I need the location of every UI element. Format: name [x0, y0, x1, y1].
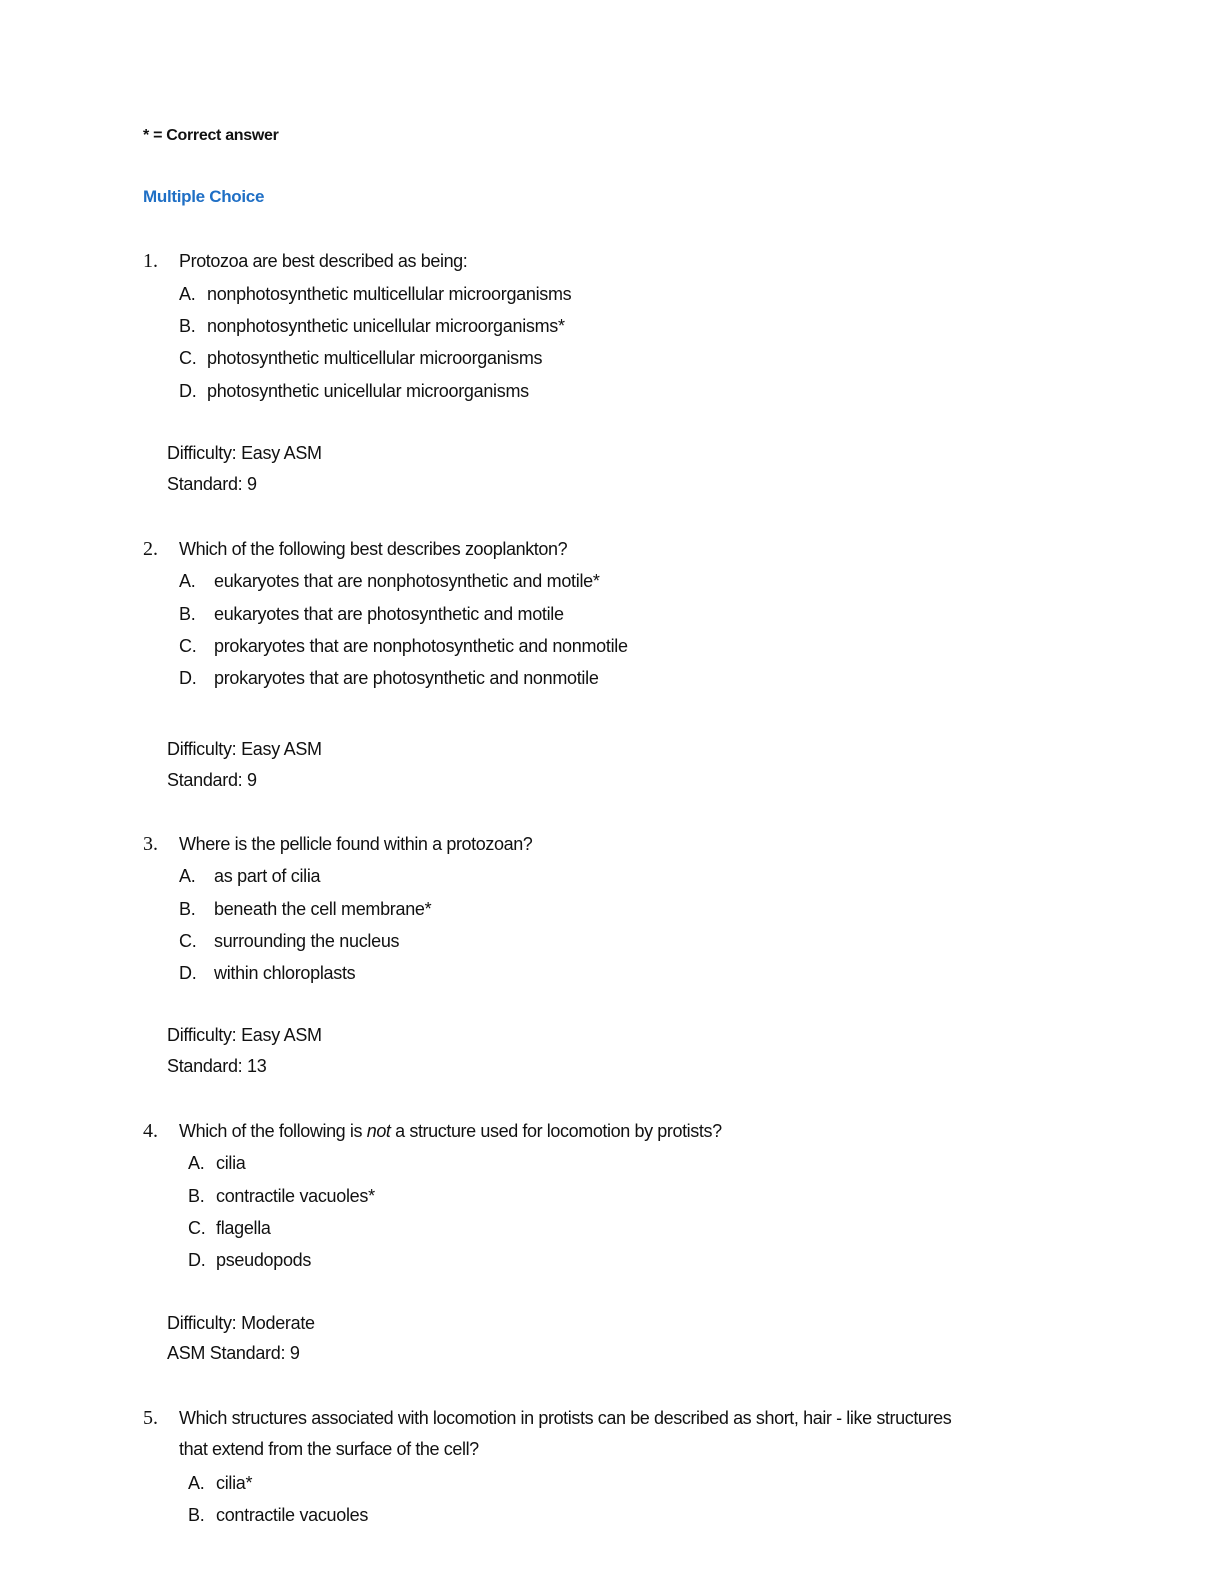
option-letter: C. — [179, 348, 197, 368]
answer-option — [188, 1218, 271, 1239]
question-number: 4. — [143, 1120, 158, 1142]
option-text: cilia — [216, 1153, 246, 1173]
correct-answer-legend: * = Correct answer — [143, 127, 279, 144]
option-text: beneath the cell membrane* — [214, 899, 432, 919]
answer-option — [188, 1153, 246, 1174]
answer-option — [179, 316, 565, 337]
option-text: as part of cilia — [214, 866, 321, 886]
answer-option — [179, 348, 542, 369]
option-text: eukaryotes that are nonphotosynthetic and motile* — [214, 571, 600, 591]
question-number: 3. — [143, 833, 158, 855]
answer-option — [188, 1250, 311, 1271]
difficulty-label: Difficulty: Easy ASM — [167, 739, 322, 759]
option-letter: D. — [179, 668, 197, 688]
answer-option — [179, 571, 600, 592]
option-letter: A. — [188, 1473, 205, 1493]
question-number: 5. — [143, 1407, 158, 1429]
option-text: nonphotosynthetic unicellular microorganisms* — [207, 316, 565, 336]
standard-label: Standard: 13 — [167, 1056, 267, 1076]
difficulty-label: Difficulty: Moderate — [167, 1313, 315, 1333]
option-letter: A. — [179, 284, 196, 304]
section-title: Multiple Choice — [143, 187, 265, 206]
question-text: Which structures associated with locomotion in protists can be described as short, hair - like structures — [179, 1408, 952, 1428]
option-text: contractile vacuoles — [216, 1505, 369, 1525]
question-text-continued: that extend from the surface of the cell? — [179, 1439, 479, 1459]
option-letter: C. — [179, 931, 197, 951]
option-text: prokaryotes that are nonphotosynthetic and nonmotile — [214, 636, 628, 656]
option-text: contractile vacuoles* — [216, 1186, 375, 1206]
option-letter: D. — [179, 381, 197, 401]
answer-option — [179, 284, 571, 305]
answer-option — [179, 668, 599, 689]
difficulty-label: Difficulty: Easy ASM — [167, 1025, 322, 1045]
option-letter: B. — [179, 604, 196, 624]
option-text: eukaryotes that are photosynthetic and motile — [214, 604, 564, 624]
option-letter: A. — [179, 866, 196, 886]
option-letter: D. — [179, 963, 197, 983]
option-letter: A. — [188, 1153, 205, 1173]
question-text — [179, 1121, 722, 1142]
question-text: Where is the pellicle found within a protozoan? — [179, 834, 533, 854]
standard-label: Standard: 9 — [167, 770, 257, 790]
answer-option — [179, 963, 355, 984]
option-letter: D. — [188, 1250, 206, 1270]
answer-option — [179, 381, 529, 402]
question-number: 1. — [143, 250, 158, 272]
option-letter: B. — [188, 1186, 205, 1206]
standard-label: ASM Standard: 9 — [167, 1343, 300, 1363]
option-letter: A. — [179, 571, 196, 591]
question-text-emphasis: not — [366, 1121, 391, 1141]
question-text-end: a structure used for locomotion by protists? — [390, 1121, 722, 1141]
answer-option — [179, 604, 564, 625]
option-text: photosynthetic unicellular microorganisms — [207, 381, 529, 401]
option-text: photosynthetic multicellular microorganisms — [207, 348, 543, 368]
standard-label: Standard: 9 — [167, 474, 257, 494]
answer-option — [188, 1505, 368, 1526]
option-letter: C. — [179, 636, 197, 656]
option-text: cilia* — [216, 1473, 253, 1493]
answer-option — [188, 1473, 252, 1494]
question-text: Protozoa are best described as being: — [179, 251, 468, 271]
answer-option — [179, 636, 628, 657]
option-letter: B. — [179, 316, 196, 336]
option-letter: B. — [179, 899, 196, 919]
option-text: within chloroplasts — [214, 963, 356, 983]
question-text: Which of the following best describes zooplankton? — [179, 539, 568, 559]
option-text: nonphotosynthetic multicellular microorganisms — [207, 284, 572, 304]
option-text: surrounding the nucleus — [214, 931, 400, 951]
answer-option — [179, 899, 431, 920]
difficulty-label: Difficulty: Easy ASM — [167, 443, 322, 463]
option-text: prokaryotes that are photosynthetic and nonmotile — [214, 668, 599, 688]
answer-option — [188, 1186, 375, 1207]
answer-option — [179, 866, 320, 887]
option-letter: C. — [188, 1218, 206, 1238]
option-letter: B. — [188, 1505, 205, 1525]
question-number: 2. — [143, 538, 158, 560]
option-text: pseudopods — [216, 1250, 312, 1270]
option-text: flagella — [216, 1218, 271, 1238]
answer-option — [179, 931, 399, 952]
question-text-start: Which of the following is — [179, 1121, 367, 1141]
